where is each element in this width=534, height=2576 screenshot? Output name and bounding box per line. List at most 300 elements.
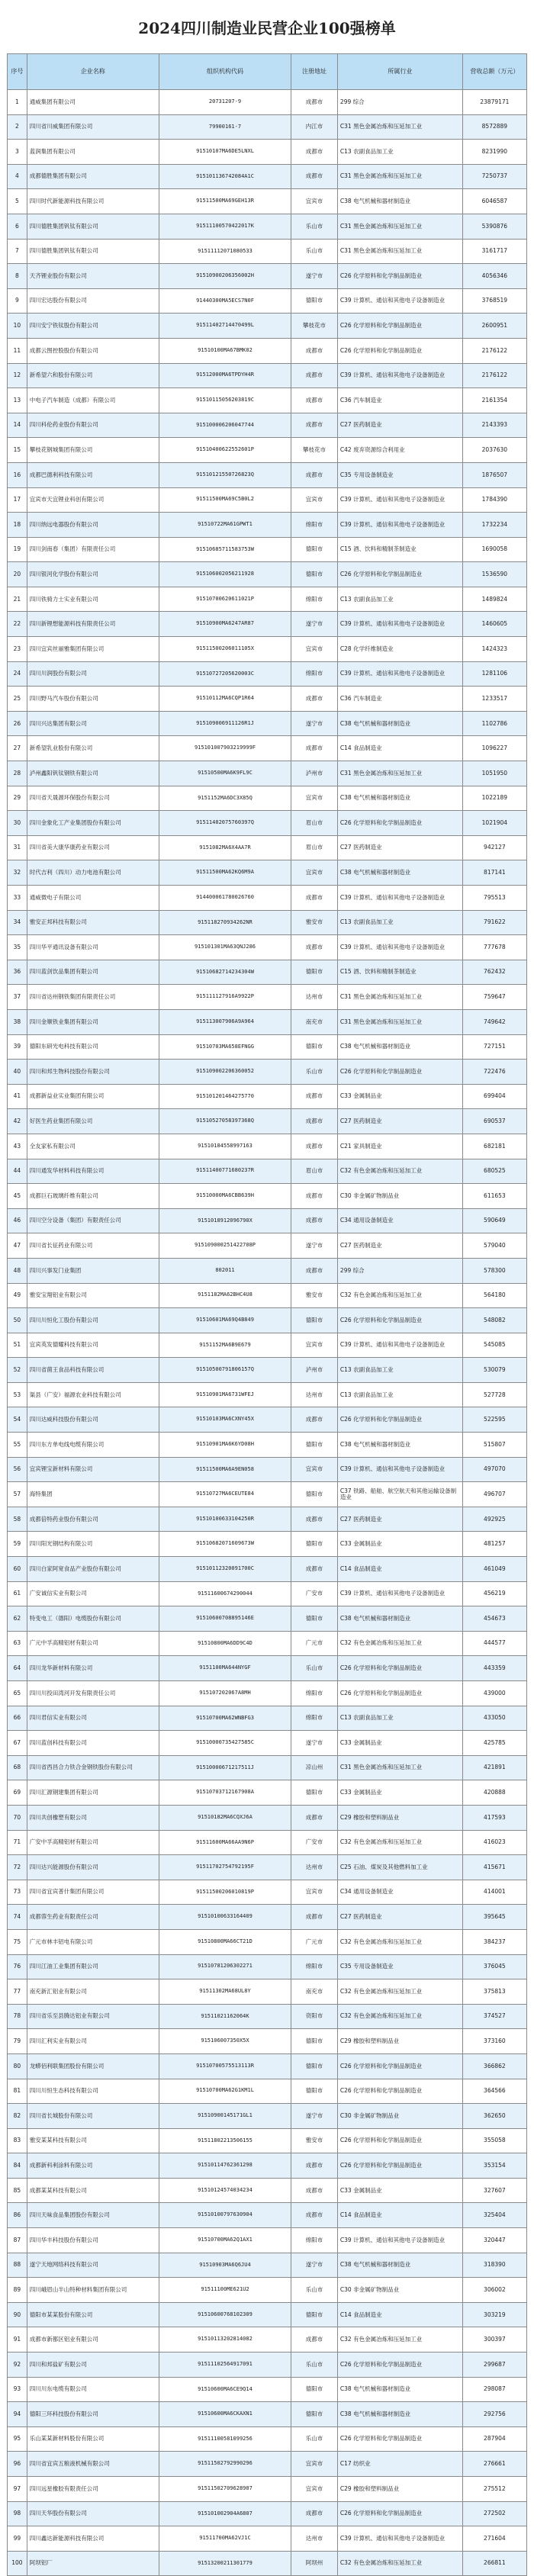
- header-revenue: 营收总额（万元）: [462, 54, 526, 90]
- table-row: [8, 736, 527, 761]
- org-code-cell: 915106007350X5X: [159, 2029, 291, 2054]
- table-row: [8, 438, 527, 463]
- table-row: [8, 363, 527, 388]
- revenue-cell: 1102786: [462, 711, 526, 736]
- revenue-cell: 481257: [462, 1532, 526, 1557]
- rank-cell: 96: [8, 2452, 27, 2477]
- revenue-cell: 300397: [462, 2327, 526, 2352]
- company-name-cell: 四川时代新能源科技有限公司: [27, 189, 159, 214]
- rank-cell: 16: [8, 462, 27, 487]
- revenue-cell: 461049: [462, 1557, 526, 1582]
- revenue-cell: 417593: [462, 1805, 526, 1830]
- industry-cell: C29 橡胶和塑料制品业: [337, 2029, 462, 2054]
- table-row: [8, 2178, 527, 2203]
- industry-cell: C26 化学原料和化学制品制造业: [337, 1407, 462, 1433]
- location-cell: 成都市: [291, 1208, 338, 1233]
- table-row: [8, 910, 527, 935]
- company-name-cell: 新希望乳业股份有限公司: [27, 736, 159, 761]
- revenue-cell: 497070: [462, 1457, 526, 1482]
- location-cell: 成都市: [291, 736, 338, 761]
- revenue-cell: 298087: [462, 2377, 526, 2402]
- rank-cell: 25: [8, 687, 27, 712]
- location-cell: 广元市: [291, 1631, 338, 1656]
- revenue-cell: 272502: [462, 2501, 526, 2526]
- industry-cell: C39 计算机、通信和其他电子设备制造业: [337, 487, 462, 513]
- rank-cell: 42: [8, 1109, 27, 1134]
- revenue-cell: 1460605: [462, 612, 526, 637]
- location-cell: 遂宁市: [291, 711, 338, 736]
- company-name-cell: 乐山某某新材料股份有限公司: [27, 2426, 159, 2452]
- company-name-cell: 四川白家阿宽食品产业股份有限公司: [27, 1557, 159, 1582]
- company-name-cell: 蓝润集团有限公司: [27, 140, 159, 165]
- rank-cell: 18: [8, 513, 27, 538]
- company-name-cell: 四川兴事发门业集团: [27, 1258, 159, 1283]
- location-cell: 南充市: [291, 1009, 338, 1034]
- location-cell: 成都市: [291, 1084, 338, 1109]
- revenue-cell: 353154: [462, 2153, 526, 2179]
- industry-cell: C32 有色金属冶炼和压延加工业: [337, 1830, 462, 1855]
- table-row: [8, 288, 527, 314]
- company-name-cell: 四川省达州钢铁集团有限责任公司: [27, 985, 159, 1010]
- company-name-cell: 四川安宁铁钛股份有限公司: [27, 314, 159, 339]
- rank-cell: 21: [8, 587, 27, 612]
- revenue-cell: 364566: [462, 2079, 526, 2104]
- table-row: [8, 2477, 527, 2502]
- location-cell: 广安市: [291, 1830, 338, 1855]
- company-name-cell: 雅安某某科技有限公司: [27, 2128, 159, 2153]
- revenue-cell: 1784390: [462, 487, 526, 513]
- industry-cell: C26 化学原料和化学制品制造业: [337, 562, 462, 587]
- revenue-cell: 530079: [462, 1358, 526, 1383]
- company-name-cell: 四川达兴能源股份有限公司: [27, 1855, 159, 1880]
- revenue-cell: 8231990: [462, 140, 526, 165]
- industry-cell: C38 电气机械和器材制造业: [337, 2377, 462, 2402]
- company-name-cell: 宜宾市天宜锂业科创有限公司: [27, 487, 159, 513]
- location-cell: 德阳市: [291, 537, 338, 562]
- industry-cell: C26 化学原料和化学制品制造业: [337, 1656, 462, 1681]
- company-name-cell: 四川省长城股份有限公司: [27, 2104, 159, 2129]
- table-row: [8, 462, 527, 487]
- location-cell: 德阳市: [291, 1532, 338, 1557]
- revenue-cell: 1876507: [462, 462, 526, 487]
- industry-cell: C13 农副食品加工业: [337, 1382, 462, 1407]
- table-row: [8, 338, 527, 363]
- industry-cell: C27 医药制造业: [337, 835, 462, 860]
- location-cell: 成都市: [291, 687, 338, 712]
- revenue-cell: 318390: [462, 2253, 526, 2278]
- location-cell: 绵阳市: [291, 1954, 338, 1979]
- rank-cell: 71: [8, 1830, 27, 1855]
- industry-cell: C26 化学原料和化学制品制造业: [337, 314, 462, 339]
- revenue-cell: 590649: [462, 1208, 526, 1233]
- table-row: [8, 860, 527, 886]
- org-code-cell: 91510600MA6CKAXN1: [159, 2402, 291, 2427]
- location-cell: 凉山州: [291, 1755, 338, 1780]
- org-code-cell: 9151152MA6B9E679: [159, 1333, 291, 1358]
- rank-cell: 41: [8, 1084, 27, 1109]
- table-row: [8, 189, 527, 214]
- revenue-cell: 527728: [462, 1382, 526, 1407]
- rank-cell: 46: [8, 1208, 27, 1233]
- company-name-cell: 四川川东电缆有限公司: [27, 2377, 159, 2402]
- table-row: [8, 886, 527, 911]
- table-row: [8, 2079, 527, 2104]
- rank-cell: 6: [8, 214, 27, 239]
- location-cell: 泸州市: [291, 1358, 338, 1383]
- org-code-cell: 91511100581099256: [159, 2426, 291, 2452]
- company-name-cell: 四川川恒化工股份有限公司: [27, 1308, 159, 1333]
- rank-cell: 99: [8, 2526, 27, 2552]
- industry-cell: C31 黑色金属冶炼和压延加工业: [337, 761, 462, 786]
- location-cell: 成都市: [291, 1109, 338, 1134]
- location-cell: 德阳市: [291, 2302, 338, 2327]
- company-name-cell: 成都巨石玻璃纤维有限公司: [27, 1184, 159, 1209]
- revenue-cell: 395645: [462, 1905, 526, 1930]
- industry-cell: C31 黑色金属冶炼和压延加工业: [337, 164, 462, 189]
- company-name-cell: 中电子汽车制造（成都）有限公司: [27, 388, 159, 413]
- table-row: [8, 413, 527, 438]
- org-code-cell: 91510685711583753W: [159, 537, 291, 562]
- company-name-cell: 南充新汇铝业有限公司: [27, 1979, 159, 2005]
- industry-cell: C26 化学原料和化学制品制造业: [337, 2501, 462, 2526]
- industry-cell: C32 有色金属冶炼和压延加工业: [337, 1283, 462, 1308]
- company-name-cell: 新希望六和股份有限公司: [27, 363, 159, 388]
- location-cell: 宜宾市: [291, 189, 338, 214]
- location-cell: 成都市: [291, 413, 338, 438]
- table-body: [8, 90, 527, 2576]
- table-row: [8, 1631, 527, 1656]
- rank-cell: 67: [8, 1731, 27, 1756]
- location-cell: 阿坝州: [291, 2551, 338, 2576]
- org-code-cell: 79900161-7: [159, 114, 291, 140]
- table-row: [8, 2327, 527, 2352]
- industry-cell: C39 计算机、通信和其他电子设备制造业: [337, 1333, 462, 1358]
- org-code-cell: 91510722MA61GPWT1: [159, 513, 291, 538]
- industry-cell: C27 医药制造业: [337, 1233, 462, 1259]
- rank-cell: 37: [8, 985, 27, 1010]
- table-row: [8, 1433, 527, 1458]
- company-name-cell: 四川汇源钢建集团有限公司: [27, 1780, 159, 1806]
- industry-cell: C33 金属制品业: [337, 2178, 462, 2203]
- revenue-cell: 327607: [462, 2178, 526, 2203]
- rank-cell: 77: [8, 1979, 27, 2005]
- industry-cell: C26 化学原料和化学制品制造业: [337, 2153, 462, 2179]
- company-name-cell: 阿坝铝厂: [27, 2551, 159, 2576]
- revenue-cell: 1021904: [462, 811, 526, 836]
- revenue-cell: 454673: [462, 1606, 526, 1632]
- org-code-cell: 915101301MA63QNJ286: [159, 935, 291, 960]
- rank-cell: 7: [8, 239, 27, 264]
- rank-cell: 65: [8, 1681, 27, 1706]
- rank-cell: 39: [8, 1034, 27, 1060]
- table-row: [8, 1656, 527, 1681]
- rank-cell: 95: [8, 2426, 27, 2452]
- revenue-cell: 266811: [462, 2551, 526, 2576]
- table-row: [8, 1184, 527, 1209]
- company-name-cell: 四川省长征药业有限公司: [27, 1233, 159, 1259]
- company-name-cell: 四川远星橡胶有限责任公司: [27, 2477, 159, 2502]
- location-cell: 成都市: [291, 1134, 338, 1159]
- company-name-cell: 四川省乐至县腾达铝业有限公司: [27, 2004, 159, 2029]
- revenue-cell: 579040: [462, 1233, 526, 1259]
- revenue-cell: 299687: [462, 2352, 526, 2378]
- rank-cell: 56: [8, 1457, 27, 1482]
- company-name-cell: 四川川恒生态科技有限公司: [27, 2079, 159, 2104]
- org-code-cell: 91510114762361298: [159, 2153, 291, 2179]
- table-row: [8, 1060, 527, 1085]
- table-row: [8, 1109, 527, 1134]
- revenue-cell: 1281106: [462, 661, 526, 687]
- rank-cell: 57: [8, 1482, 27, 1507]
- industry-cell: C26 化学原料和化学制品制造业: [337, 2079, 462, 2104]
- company-name-cell: 德阳市某某股份有限公司: [27, 2302, 159, 2327]
- industry-cell: C26 化学原料和化学制品制造业: [337, 2053, 462, 2079]
- rank-cell: 19: [8, 537, 27, 562]
- table-row: [8, 661, 527, 687]
- location-cell: 眉山市: [291, 811, 338, 836]
- header-location: 注册地址: [291, 54, 338, 90]
- rank-cell: 83: [8, 2128, 27, 2153]
- location-cell: 成都市: [291, 388, 338, 413]
- org-code-cell: 91510500MA6K9FL9C: [159, 761, 291, 786]
- revenue-cell: 275512: [462, 2477, 526, 2502]
- industry-cell: C27 医药制造业: [337, 1507, 462, 1532]
- company-name-cell: 四川通发华材料科技有限公司: [27, 1159, 159, 1184]
- org-code-cell: 91511502792990296: [159, 2452, 291, 2477]
- rank-cell: 100: [8, 2551, 27, 2576]
- industry-cell: C39 计算机、通信和其他电子设备制造业: [337, 363, 462, 388]
- company-name-cell: 四川鑫达新能源科技有限公司: [27, 2526, 159, 2552]
- industry-cell: C32 有色金属冶炼和压延加工业: [337, 2004, 462, 2029]
- table-row: [8, 2352, 527, 2378]
- table-row: [8, 2501, 527, 2526]
- revenue-cell: 722476: [462, 1060, 526, 1085]
- table-row: [8, 1557, 527, 1582]
- revenue-cell: 2176122: [462, 338, 526, 363]
- org-code-cell: 91510000671217511J: [159, 1755, 291, 1780]
- industry-cell: C13 农副食品加工业: [337, 587, 462, 612]
- org-code-cell: 91510703MA658EFNGG: [159, 1034, 291, 1060]
- revenue-cell: 1424323: [462, 637, 526, 662]
- revenue-cell: 817141: [462, 860, 526, 886]
- rank-cell: 9: [8, 288, 27, 314]
- org-code-cell: 91511500MA62KQ6M9A: [159, 860, 291, 886]
- company-name-cell: 四川德胜集团钒钛有限公司: [27, 239, 159, 264]
- revenue-cell: 373160: [462, 2029, 526, 2054]
- company-name-cell: 遂宁天地网络科技有限公司: [27, 2253, 159, 2278]
- location-cell: 达州市: [291, 1855, 338, 1880]
- company-name-cell: 四川共创橡塑有限公司: [27, 1805, 159, 1830]
- company-name-cell: 通威微电子有限公司: [27, 886, 159, 911]
- header-industry: 所属行业: [337, 54, 462, 90]
- location-cell: 达州市: [291, 2526, 338, 2552]
- location-cell: 绵阳市: [291, 2228, 338, 2253]
- location-cell: 成都市: [291, 1407, 338, 1433]
- table-row: [8, 612, 527, 637]
- company-name-cell: 四川汇利实业有限公司: [27, 2029, 159, 2054]
- company-name-cell: 四川野马汽车股份有限公司: [27, 687, 159, 712]
- table-row: [8, 2053, 527, 2079]
- table-row: [8, 1258, 527, 1283]
- industry-cell: C14 食品制造业: [337, 1557, 462, 1582]
- table-row: [8, 2426, 527, 2452]
- industry-cell: C38 电气机械和器材制造业: [337, 860, 462, 886]
- org-code-cell: 91510103MA6CXNY45X: [159, 1407, 291, 1433]
- org-code-cell: 915109002206360052: [159, 1060, 291, 1085]
- company-name-cell: 四川银河化学股份有限公司: [27, 562, 159, 587]
- location-cell: 达州市: [291, 985, 338, 1010]
- table-row: [8, 811, 527, 836]
- company-name-cell: 成都云图控股股份有限公司: [27, 338, 159, 363]
- rank-cell: 43: [8, 1134, 27, 1159]
- company-name-cell: 宜宾锂宝新材料有限公司: [27, 1457, 159, 1482]
- industry-cell: C31 黑色金属冶炼和压延加工业: [337, 114, 462, 140]
- industry-cell: C33 金属制品业: [337, 1084, 462, 1109]
- table-row: [8, 562, 527, 587]
- table-row: [8, 2302, 527, 2327]
- org-code-cell: 91510113202814082: [159, 2327, 291, 2352]
- rank-cell: 63: [8, 1631, 27, 1656]
- table-header-row: [8, 54, 527, 90]
- rank-cell: 23: [8, 637, 27, 662]
- rank-cell: 82: [8, 2104, 27, 2129]
- table-row: [8, 1308, 527, 1333]
- org-code-cell: 91511402075760397Q: [159, 811, 291, 836]
- table-row: [8, 786, 527, 811]
- revenue-cell: 564180: [462, 1283, 526, 1308]
- industry-cell: C13 农副食品加工业: [337, 140, 462, 165]
- revenue-cell: 1096227: [462, 736, 526, 761]
- revenue-cell: 5390876: [462, 214, 526, 239]
- org-code-cell: 91511100ME621U2: [159, 2278, 291, 2303]
- industry-cell: C30 非金属矿物制品业: [337, 2104, 462, 2129]
- table-row: [8, 1009, 527, 1034]
- rank-cell: 97: [8, 2477, 27, 2502]
- org-code-cell: 91510100633164409: [159, 1905, 291, 1930]
- org-code-cell: 91510903MA6Q6JU4: [159, 2253, 291, 2278]
- location-cell: 绵阳市: [291, 587, 338, 612]
- location-cell: 成都市: [291, 1507, 338, 1532]
- industry-cell: C13 农副食品加工业: [337, 1706, 462, 1731]
- org-code-cell: 91510107MA6DE5LNXL: [159, 140, 291, 165]
- industry-cell: C39 计算机、通信和其他电子设备制造业: [337, 2526, 462, 2552]
- industry-cell: C39 计算机、通信和其他电子设备制造业: [337, 935, 462, 960]
- rank-cell: 91: [8, 2327, 27, 2352]
- header-company: 企业名称: [27, 54, 159, 90]
- industry-cell: C27 医药制造业: [337, 1109, 462, 1134]
- location-cell: 乐山市: [291, 2352, 338, 2378]
- revenue-cell: 2161354: [462, 388, 526, 413]
- industry-cell: C26 化学原料和化学制品制造业: [337, 2128, 462, 2153]
- revenue-cell: 1536590: [462, 562, 526, 587]
- table-row: [8, 2128, 527, 2153]
- table-row: [8, 388, 527, 413]
- rank-cell: 8: [8, 264, 27, 289]
- industry-cell: C31 黑色金属冶炼和压延加工业: [337, 1009, 462, 1034]
- table-row: [8, 835, 527, 860]
- industry-cell: C26 化学原料和化学制品制造业: [337, 264, 462, 289]
- company-name-cell: 四川铁骑力士实业有限公司: [27, 587, 159, 612]
- rank-cell: 22: [8, 612, 27, 637]
- revenue-cell: 548082: [462, 1308, 526, 1333]
- org-code-cell: 91510000735427585C: [159, 1731, 291, 1756]
- org-code-cell: 91510100797630904: [159, 2203, 291, 2228]
- industry-cell: C39 计算机、通信和其他电子设备制造业: [337, 288, 462, 314]
- rank-cell: 33: [8, 886, 27, 911]
- org-code-cell: 9151100MA644NYGF: [159, 1656, 291, 1681]
- company-name-cell: 四川省宜宾普什集团有限公司: [27, 1880, 159, 1905]
- table-row: [8, 1606, 527, 1632]
- table-row: [8, 1457, 527, 1482]
- industry-cell: C31 黑色金属冶炼和压延加工业: [337, 1755, 462, 1780]
- company-name-cell: 四川省菌王食品科技有限公司: [27, 1358, 159, 1383]
- industry-cell: C33 金属制品业: [337, 1731, 462, 1756]
- location-cell: 德阳市: [291, 1780, 338, 1806]
- org-code-cell: 91510900206356002H: [159, 264, 291, 289]
- rank-cell: 59: [8, 1532, 27, 1557]
- location-cell: 成都市: [291, 2203, 338, 2228]
- rank-cell: 24: [8, 661, 27, 687]
- table-row: [8, 314, 527, 339]
- revenue-cell: 425785: [462, 1731, 526, 1756]
- rank-cell: 20: [8, 562, 27, 587]
- org-code-cell: 20731207-9: [159, 90, 291, 115]
- table-row: [8, 239, 527, 264]
- rank-cell: 86: [8, 2203, 27, 2228]
- company-name-cell: 四川天味食品集团股份有限公司: [27, 2203, 159, 2228]
- table-row: [8, 935, 527, 960]
- company-name-cell: 德阳三环科技股份有限公司: [27, 2402, 159, 2427]
- industry-cell: C17 纺织业: [337, 2452, 462, 2477]
- revenue-cell: 496707: [462, 1482, 526, 1507]
- location-cell: 绵阳市: [291, 1681, 338, 1706]
- rank-cell: 47: [8, 1233, 27, 1259]
- rank-cell: 64: [8, 1656, 27, 1681]
- table-row: [8, 1283, 527, 1308]
- revenue-cell: 3768519: [462, 288, 526, 314]
- company-name-cell: 四川纳远电器股份有限公司: [27, 513, 159, 538]
- company-name-cell: 四川德胜集团钒钛有限公司: [27, 214, 159, 239]
- location-cell: 成都市: [291, 1258, 338, 1283]
- org-code-cell: 91510124574034234: [159, 2178, 291, 2203]
- org-code-cell: 91511700MA62VJ1C: [159, 2526, 291, 2552]
- industry-cell: C39 计算机、通信和其他电子设备制造业: [337, 661, 462, 687]
- industry-cell: C15 酒、饮料和精制茶制造业: [337, 960, 462, 985]
- table-row: [8, 1755, 527, 1780]
- table-row: [8, 1929, 527, 1954]
- company-name-cell: 天齐锂业股份有限公司: [27, 264, 159, 289]
- industry-cell: C31 黑色金属冶炼和压延加工业: [337, 214, 462, 239]
- industry-cell: C30 非金属矿物制品业: [337, 1184, 462, 1209]
- revenue-cell: 7250737: [462, 164, 526, 189]
- industry-cell: C21 家具制造业: [337, 1134, 462, 1159]
- org-code-cell: 91513200211301779: [159, 2551, 291, 2576]
- industry-cell: C39 计算机、通信和其他电子设备制造业: [337, 513, 462, 538]
- industry-cell: C28 化学纤维制造业: [337, 637, 462, 662]
- rank-cell: 94: [8, 2402, 27, 2427]
- table-row: [8, 2452, 527, 2477]
- company-name-cell: 龙蟒佰利联集团股份有限公司: [27, 2053, 159, 2079]
- industry-cell: C32 有色金属冶炼和压延加工业: [337, 1929, 462, 1954]
- rank-cell: 88: [8, 2253, 27, 2278]
- revenue-cell: 4056346: [462, 264, 526, 289]
- revenue-cell: 456219: [462, 1581, 526, 1606]
- location-cell: 成都市: [291, 462, 338, 487]
- rank-cell: 51: [8, 1333, 27, 1358]
- rank-cell: 35: [8, 935, 27, 960]
- industry-cell: C32 有色金属冶炼和压延加工业: [337, 2551, 462, 2576]
- revenue-cell: 325404: [462, 2203, 526, 2228]
